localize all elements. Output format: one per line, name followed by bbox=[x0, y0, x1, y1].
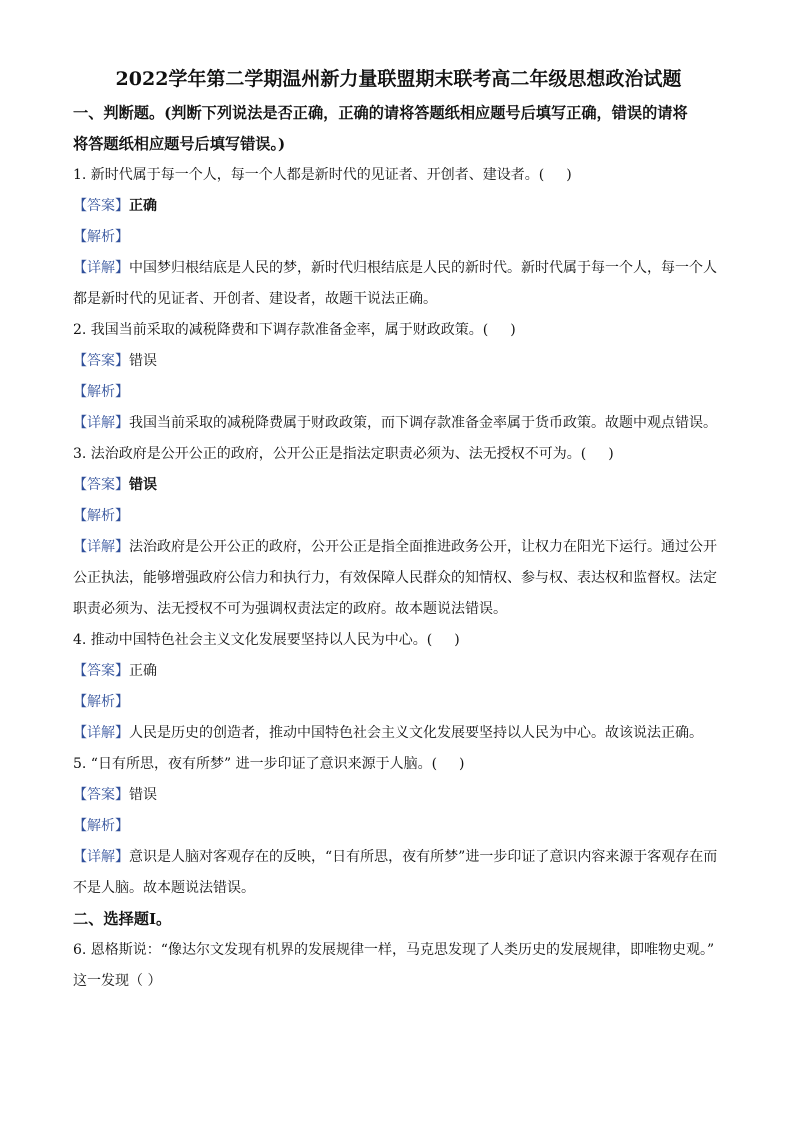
question-3-detail-line-3: 职责必须为、法无授权不可为强调权责法定的政府。故本题说法错误。 bbox=[73, 601, 507, 617]
question-stem-text: 3. 法治政府是公开公正的政府，公开公正是指法定职责必须为、法无授权不可为。( bbox=[73, 446, 587, 462]
detail-text: 法治政府是公开公正的政府，公开公正是指全面推进政务公开，让权力在阳光下运行。通过公开 bbox=[129, 539, 717, 555]
question-stem-text: 1. 新时代属于每一个人，每一个人都是新时代的见证者、开创者、建设者。( bbox=[73, 167, 545, 183]
document-title: 2022学年第二学期温州新力量联盟期末联考高二年级思想政治试题 bbox=[115, 68, 682, 90]
question-1 bbox=[73, 160, 724, 315]
question-stem-close: ) bbox=[510, 322, 516, 338]
analysis-label: 【解析】 bbox=[73, 508, 129, 524]
detail-label: 【详解】 bbox=[73, 415, 129, 431]
answer-value: 正确 bbox=[129, 663, 157, 679]
question-5-detail-line-2: 不是人脑。故本题说法错误。 bbox=[73, 880, 255, 896]
answer-label: 【答案】 bbox=[73, 198, 129, 214]
detail-text: 我国当前采取的减税降费属于财政政策，而下调存款准备金率属于货币政策。故题中观点错误。 bbox=[129, 415, 717, 431]
analysis-label: 【解析】 bbox=[73, 384, 129, 400]
question-6-line-1: 6. 恩格斯说：“像达尔文发现有机界的发展规律一样，马克思发现了人类历史的发展规律，即唯物史观。” bbox=[73, 942, 715, 958]
question-2-answer bbox=[73, 346, 724, 377]
question-6 bbox=[73, 935, 724, 997]
question-2-stem bbox=[73, 315, 724, 346]
section-2-heading: 二、选择题Ⅰ。 bbox=[73, 910, 172, 928]
question-3-answer bbox=[73, 470, 724, 501]
question-3 bbox=[73, 439, 724, 625]
question-stem-close: ) bbox=[454, 632, 460, 648]
question-5-detail-line-1 bbox=[73, 842, 724, 873]
question-stem-text: 4. 推动中国特色社会主义文化发展要坚持以人民为中心。( bbox=[73, 632, 433, 648]
section-1-heading-line-2: 将答题纸相应题号后填写错误。) bbox=[73, 135, 286, 153]
question-4-answer bbox=[73, 656, 724, 687]
question-1-detail-line-2: 都是新时代的见证者、开创者、建设者，故题干说法正确。 bbox=[73, 291, 437, 307]
question-1-detail-line-1 bbox=[73, 253, 724, 284]
question-1-answer bbox=[73, 191, 724, 222]
detail-label: 【详解】 bbox=[73, 539, 129, 555]
question-5-answer bbox=[73, 780, 724, 811]
section-1-heading-line-1: 一、判断题。(判断下列说法是否正确，正确的请将答题纸相应题号后填写正确，错误的请将 bbox=[73, 104, 688, 122]
question-1-analysis bbox=[73, 222, 724, 253]
question-1-stem bbox=[73, 160, 724, 191]
question-3-analysis bbox=[73, 501, 724, 532]
answer-value: 错误 bbox=[129, 477, 157, 493]
question-2-detail-line-1 bbox=[73, 408, 724, 439]
question-4-analysis bbox=[73, 687, 724, 718]
answer-label: 【答案】 bbox=[73, 477, 129, 493]
answer-value: 正确 bbox=[129, 198, 157, 214]
question-4 bbox=[73, 625, 724, 749]
question-4-detail-line-1 bbox=[73, 718, 724, 749]
question-stem-close: ) bbox=[566, 167, 572, 183]
answer-value: 错误 bbox=[129, 787, 157, 803]
analysis-label: 【解析】 bbox=[73, 229, 129, 245]
answer-label: 【答案】 bbox=[73, 663, 129, 679]
question-stem-text: 2. 我国当前采取的减税降费和下调存款准备金率，属于财政政策。( bbox=[73, 322, 489, 338]
detail-label: 【详解】 bbox=[73, 849, 129, 865]
answer-label: 【答案】 bbox=[73, 787, 129, 803]
detail-label: 【详解】 bbox=[73, 260, 129, 276]
answer-label: 【答案】 bbox=[73, 353, 129, 369]
question-2-analysis bbox=[73, 377, 724, 408]
detail-text: 人民是历史的创造者，推动中国特色社会主义文化发展要坚持以人民为中心。故该说法正确。 bbox=[129, 725, 703, 741]
answer-value: 错误 bbox=[129, 353, 157, 369]
detail-label: 【详解】 bbox=[73, 725, 129, 741]
question-stem-text: 5. “日有所思，夜有所梦” 进一步印证了意识来源于人脑。( bbox=[73, 756, 438, 772]
question-stem-close: ) bbox=[608, 446, 614, 462]
question-6-line-2: 这一发现（ ） bbox=[73, 973, 162, 989]
question-5-analysis bbox=[73, 811, 724, 842]
analysis-label: 【解析】 bbox=[73, 694, 129, 710]
question-5-stem bbox=[73, 749, 724, 780]
analysis-label: 【解析】 bbox=[73, 818, 129, 834]
question-3-detail-line-2: 公正执法，能够增强政府公信力和执行力，有效保障人民群众的知情权、参与权、表达权和监督权。法定 bbox=[73, 570, 717, 586]
question-3-stem bbox=[73, 439, 724, 470]
question-3-detail-line-1 bbox=[73, 532, 724, 563]
detail-text: 中国梦归根结底是人民的梦，新时代归根结底是人民的新时代。新时代属于每一个人，每一个人 bbox=[129, 260, 717, 276]
question-stem-close: ) bbox=[459, 756, 465, 772]
question-5 bbox=[73, 749, 724, 904]
detail-text: 意识是人脑对客观存在的反映，“日有所思，夜有所梦”进一步印证了意识内容来源于客观存在而 bbox=[129, 849, 718, 865]
question-4-stem bbox=[73, 625, 724, 656]
question-2 bbox=[73, 315, 724, 439]
